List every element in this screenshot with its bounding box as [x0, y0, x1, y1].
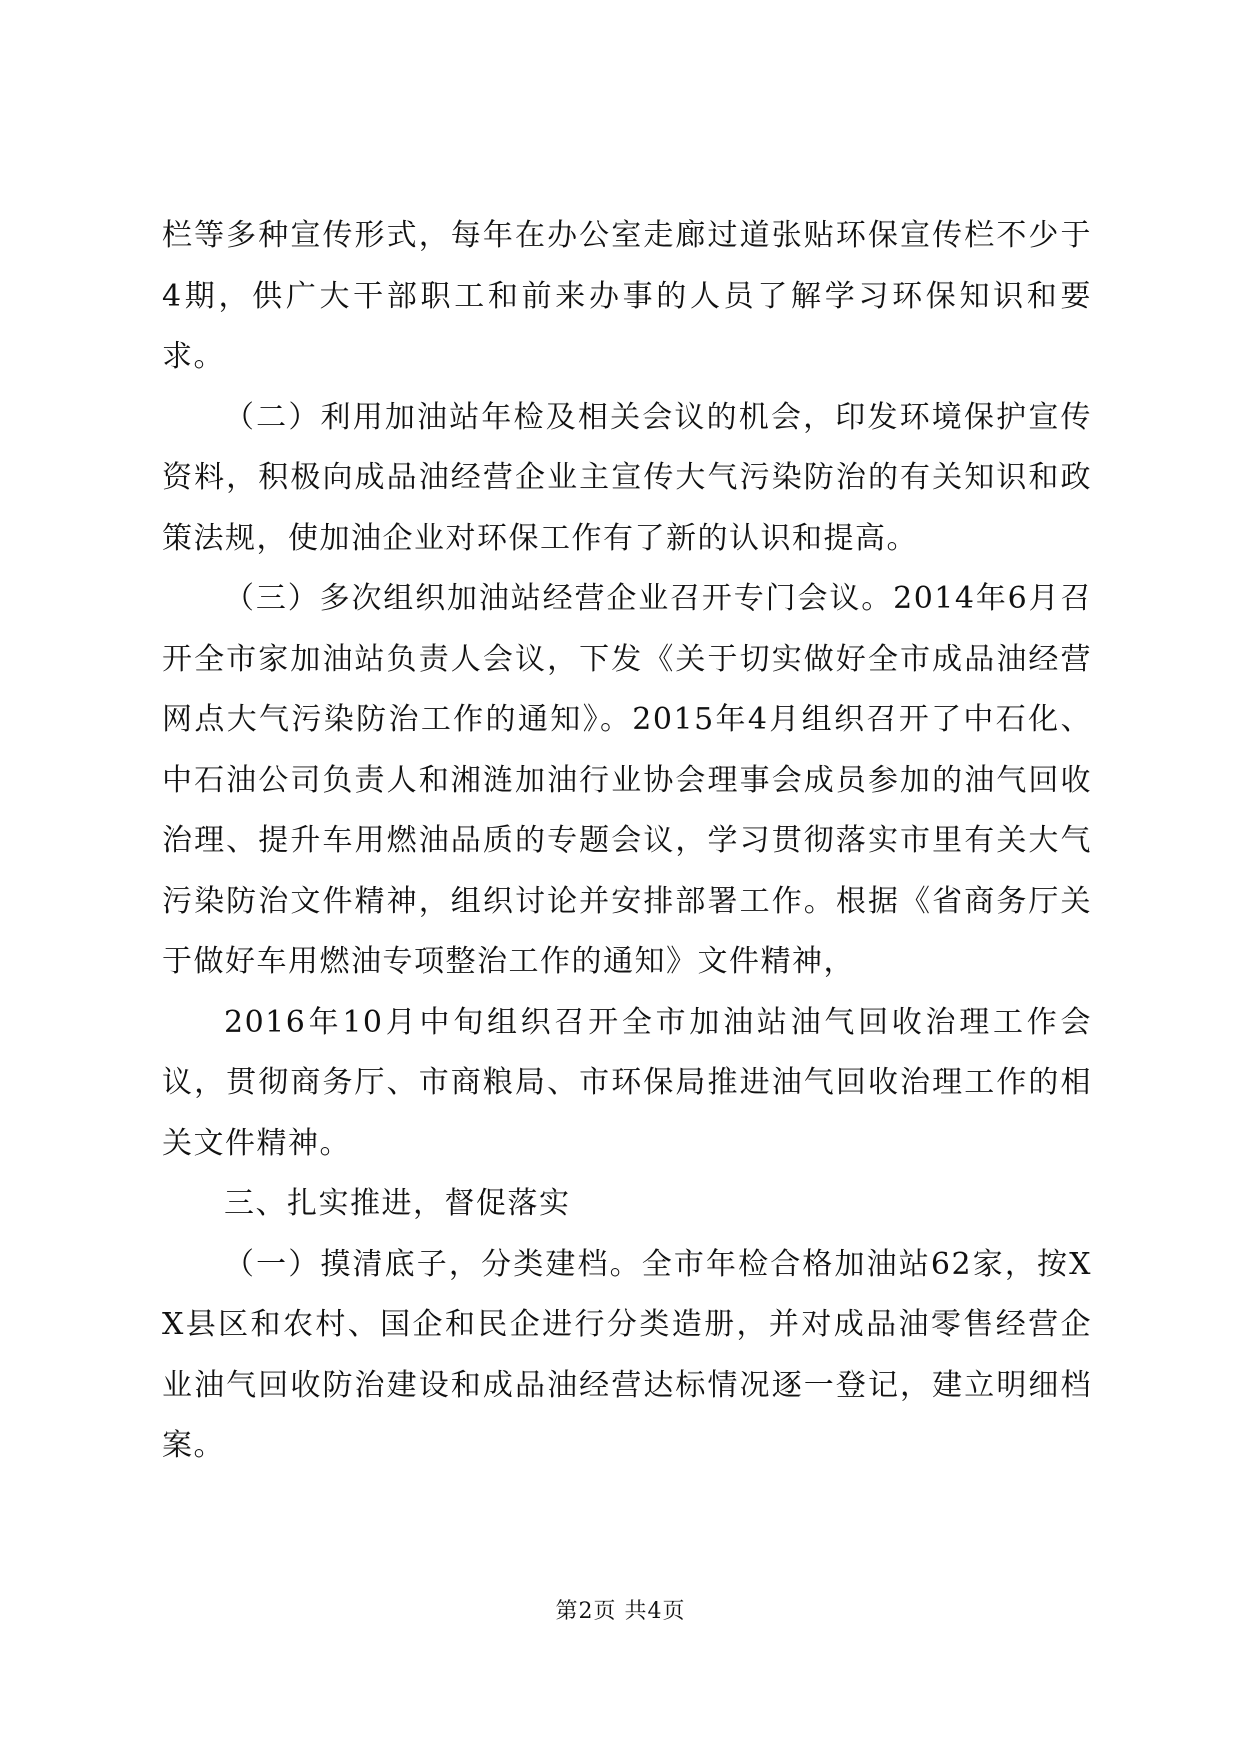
- paragraph-continuation: 栏等多种宣传形式，每年在办公室走廊过道张贴环保宣传栏不少于4期，供广大干部职工和前来办事的人员了解学习环保知识和要求。: [162, 218, 1092, 374]
- paragraph-item-one: （一）摸清底子，分类建档。全市年检合格加油站62家，按XX县区和农村、国企和民企进行分类造册，并对成品油零售经营企业油气回收防治建设和成品油经营达标情况逐一登记，建立明细档案。: [162, 1246, 1092, 1463]
- section-heading-three: 三、扎实推进，督促落实: [224, 1186, 571, 1221]
- paragraph-2016-meeting: 2016年10月中旬组织召开全市加油站油气回收治理工作会议，贯彻商务厅、市商粮局、市环保局推进油气回收治理工作的相关文件精神。: [162, 1004, 1092, 1161]
- document-body: [162, 206, 1092, 1477]
- paragraph-item-three: （三）多次组织加油站经营企业召开专门会议。2014年6月召开全市家加油站负责人会议，下发《关于切实做好全市成品油经营网点大气污染防治工作的通知》。2015年4月组织召开了中石化、中石油公司负责人和湘涟加油行业协会理事会成员参加的油气回收治理、提升车用燃油品质的专题会议，学习贯彻落实市里有关大气污染防治文件精神，组织讨论并安排部署工作。根据《省商务厅关于做好车用燃油专项整治工作的通知》文件精神，: [162, 581, 1092, 979]
- page-number-footer: 第2页 共4页: [555, 1599, 686, 1624]
- paragraph-item-two: （二）利用加油站年检及相关会议的机会，印发环境保护宣传资料，积极向成品油经营企业主宣传大气污染防治的有关知识和政策法规，使加油企业对环保工作有了新的认识和提高。: [162, 399, 1092, 556]
